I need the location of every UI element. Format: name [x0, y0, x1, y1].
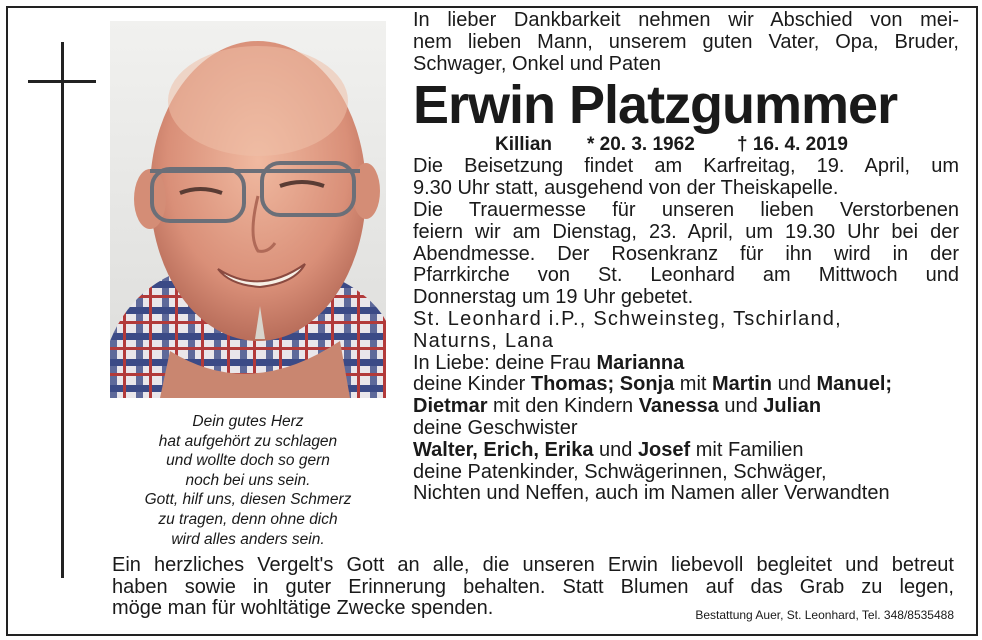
- portrait-illustration: [110, 21, 386, 398]
- birth-date: * 20. 3. 1962: [587, 134, 695, 156]
- mourner-name: Thomas; Sonja: [530, 373, 675, 396]
- thanks-line: Ein herzliches Vergelt's Gott an alle, die unseren Erwin liebevoll begleitet und betreut: [112, 554, 954, 576]
- poem-line: zu tragen, denn ohne dich: [158, 510, 338, 528]
- cross-vertical-bar: [61, 42, 64, 578]
- mourners-wife: [413, 353, 959, 375]
- memorial-poem: [110, 412, 386, 549]
- mourners-relatives: Nichten und Neffen, auch im Namen aller Verwandten: [413, 482, 890, 505]
- mourner-name: Manuel;: [816, 373, 893, 396]
- announcement-line: Die Trauermesse für unseren lieben Verstorbenen: [413, 198, 959, 221]
- mourner-name: Josef: [637, 438, 691, 461]
- text: mit den Kindern: [487, 395, 639, 418]
- text: mit: [674, 373, 713, 396]
- poem-line: Dein gutes Herz: [192, 413, 304, 430]
- announcement-line: Pfarrkirche von St. Leonhard am Mittwoch und: [413, 264, 959, 287]
- intro-line: Schwager, Onkel und Paten: [413, 52, 661, 75]
- mourner-name: Dietmar: [413, 395, 488, 418]
- portrait-photo: [110, 21, 386, 398]
- mourners-grandchildren: [413, 396, 959, 418]
- poem-line: Gott, hilf uns, diesen Schmerz: [144, 491, 352, 509]
- nickname: Killian: [495, 134, 553, 156]
- mourner-name: Marianna: [596, 351, 685, 374]
- deceased-name: Erwin Platzgummer: [413, 75, 898, 136]
- places-line: St. Leonhard i.P., Schweinsteg, Tschirland,: [413, 307, 842, 330]
- text: und: [593, 438, 638, 461]
- mourners-children: [413, 374, 959, 396]
- text: mit Familien: [690, 438, 804, 461]
- announcement-line: feiern wir am Dienstag, 23. April, um 19.30 Uhr bei der: [413, 220, 959, 243]
- intro-line: nem lieben Mann, unserem guten Vater, Opa, Bruder,: [413, 30, 959, 53]
- mourner-name: Martin: [712, 373, 773, 396]
- cross-horizontal-bar: [28, 80, 96, 83]
- announcement-line: 9.30 Uhr statt, ausgehend von der Theiskapelle.: [413, 177, 839, 200]
- announcement-line: Abendmesse. Der Rosenkranz für ihn wird in der: [413, 242, 959, 265]
- thanks-line: möge man für wohltätige Zwecke spenden.: [112, 597, 494, 619]
- thanks-line: haben sowie in guter Erinnerung behalten. Statt Blumen auf das Grab zu legen,: [112, 575, 954, 598]
- announcement-line: Die Beisetzung findet am Karfreitag, 19. April, um: [413, 155, 959, 178]
- life-dates: [495, 134, 959, 156]
- text: In Liebe: deine Frau: [413, 351, 597, 374]
- mourners-siblings-label: deine Geschwister: [413, 416, 578, 439]
- funeral-home-imprint: Bestattung Auer, St. Leonhard, Tel. 348/8535488: [695, 608, 954, 622]
- mourner-name: Walter, Erich, Erika: [413, 438, 594, 461]
- poem-line: hat aufgehört zu schlagen: [158, 432, 338, 450]
- mourner-name: Vanessa: [638, 395, 719, 418]
- announcement-line: Donnerstag um 19 Uhr gebetet.: [413, 286, 694, 309]
- text: und: [772, 373, 817, 396]
- intro-line: In lieber Dankbarkeit nehmen wir Abschied von mei-: [413, 9, 959, 31]
- mourner-name: Julian: [763, 395, 822, 418]
- mourners-siblings: [413, 440, 959, 462]
- poem-line: noch bei uns sein.: [185, 471, 311, 489]
- poem-line: und wollte doch so gern: [166, 452, 330, 470]
- places-line: Naturns, Lana: [413, 329, 555, 352]
- text: und: [718, 395, 764, 418]
- mourners-godchildren: deine Patenkinder, Schwägerinnen, Schwäger,: [413, 460, 827, 483]
- death-date: † 16. 4. 2019: [737, 134, 848, 156]
- text: deine Kinder: [413, 373, 531, 396]
- poem-line: wird alles anders sein.: [171, 530, 325, 548]
- notice-text-column: [413, 10, 959, 505]
